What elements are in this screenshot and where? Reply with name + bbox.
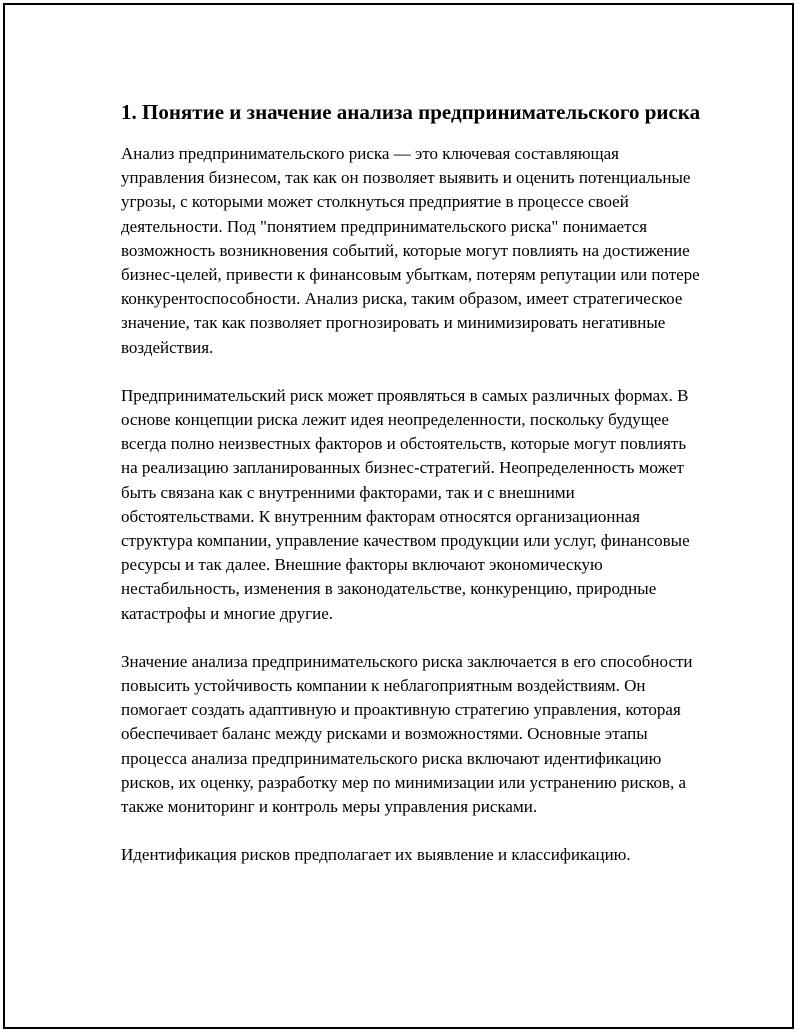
page-border (3, 3, 794, 1029)
paragraph-3: Значение анализа предпринимательского риска заключается в его способности повысить устойчивость компании к неблагоприятным воздействиям. Он помогает создать адаптивную и проактивную стратегию управления, которая обеспечивает баланс между рисками и возможностями. Основные этапы процесса анализа предпринимательского риска включают идентификацию рисков, их оценку, разработку мер по минимизации или устранению рисков, а также мониторинг и контроль меры управления рисками. (121, 651, 693, 817)
paragraph-2: Предпринимательский риск может проявляться в самых различных формах. В основе концепции риска лежит идея неопределенности, поскольку будущее всегда полно неизвестных факторов и обстоятельств, которые могут повлиять на реализацию запланированных бизнес-стратегий. Неопределенность может быть связана как с внутренними факторами, так и с внешними обстоятельствами. К внутренним факторам относятся организационная структура компании, управление качеством продукции или услуг, финансовые ресурсы и так далее. Внешние факторы включают экономическую нестабильность, изменения в законодательстве, конкуренцию, природные катастрофы и многие другие. (121, 385, 690, 623)
paragraph-4: Идентификация рисков предполагает их выявление и классификацию. (121, 845, 631, 865)
paragraph-1: Анализ предпринимательского риска — это ключевая составляющая управления бизнесом, так как он позволяет выявить и оценить потенциальные угрозы, с которыми может столкнуться предприятие в процессе своей деятельности. Под "понятием предпринимательского риска" понимается возможность возникновения событий, которые могут повлиять на достижение бизнес-целей, привести к финансовым убыткам, потерям репутации или потере конкурентоспособности. Анализ риска, таким образом, имеет стратегическое значение, так как позволяет прогнозировать и минимизировать негативные воздействия. (121, 144, 700, 357)
section-heading: 1. Понятие и значение анализа предпринимательского риска (121, 100, 701, 124)
document-body (121, 97, 701, 867)
